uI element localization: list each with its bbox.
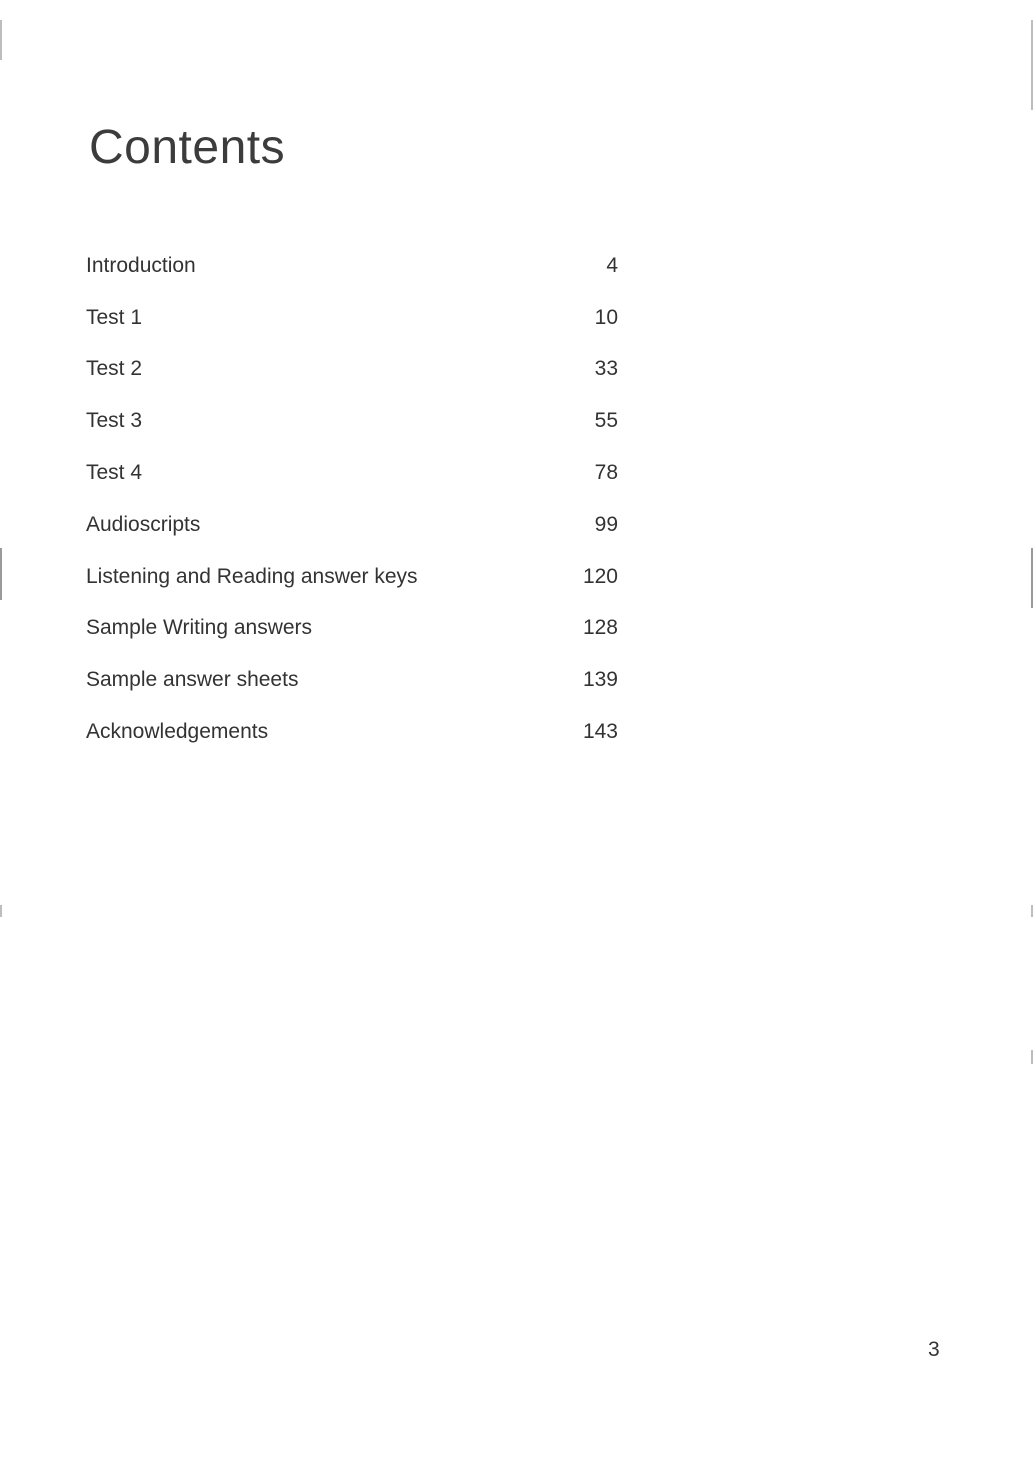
toc-entry-label: Sample answer sheets — [86, 668, 299, 692]
toc-entry-label: Test 3 — [86, 409, 143, 433]
toc-entry-label: Introduction — [86, 253, 196, 277]
scan-edge-mark — [0, 548, 2, 600]
toc-entry-label: Test 2 — [86, 357, 143, 381]
toc-entry[interactable] — [86, 706, 618, 758]
toc-entry[interactable] — [86, 603, 618, 655]
toc-entry-page: 33 — [594, 357, 618, 381]
toc-entry[interactable] — [86, 551, 618, 603]
toc-entry-label: Sample Writing answers — [86, 616, 313, 640]
toc-entry-label: Acknowledgements — [86, 720, 269, 744]
toc-entry-label: Test 4 — [86, 461, 143, 485]
toc-entry-page: 4 — [606, 253, 618, 277]
table-of-contents — [86, 240, 618, 758]
toc-entry-page: 10 — [594, 305, 618, 329]
toc-entry[interactable] — [86, 447, 618, 499]
toc-entry[interactable] — [86, 395, 618, 447]
scan-edge-mark — [0, 905, 2, 917]
toc-entry[interactable] — [86, 654, 618, 706]
toc-entry-page: 128 — [582, 616, 618, 640]
toc-entry[interactable] — [86, 344, 618, 396]
toc-entry-page: 143 — [582, 720, 618, 744]
toc-entry-page: 55 — [594, 409, 618, 433]
toc-entry-label: Audioscripts — [86, 512, 201, 536]
toc-entry-label: Test 1 — [86, 305, 143, 329]
toc-entry[interactable] — [86, 292, 618, 344]
toc-entry-page: 99 — [594, 512, 618, 536]
toc-entry-page: 139 — [582, 668, 618, 692]
toc-entry-page: 120 — [582, 564, 618, 588]
page-title: Contents — [89, 121, 286, 174]
toc-entry-label: Listening and Reading answer keys — [86, 564, 418, 588]
scan-edge-mark — [0, 20, 2, 60]
page-number: 3 — [928, 1338, 940, 1361]
toc-entry-page: 78 — [594, 461, 618, 485]
toc-entry[interactable] — [86, 499, 618, 551]
toc-entry[interactable] — [86, 240, 618, 292]
